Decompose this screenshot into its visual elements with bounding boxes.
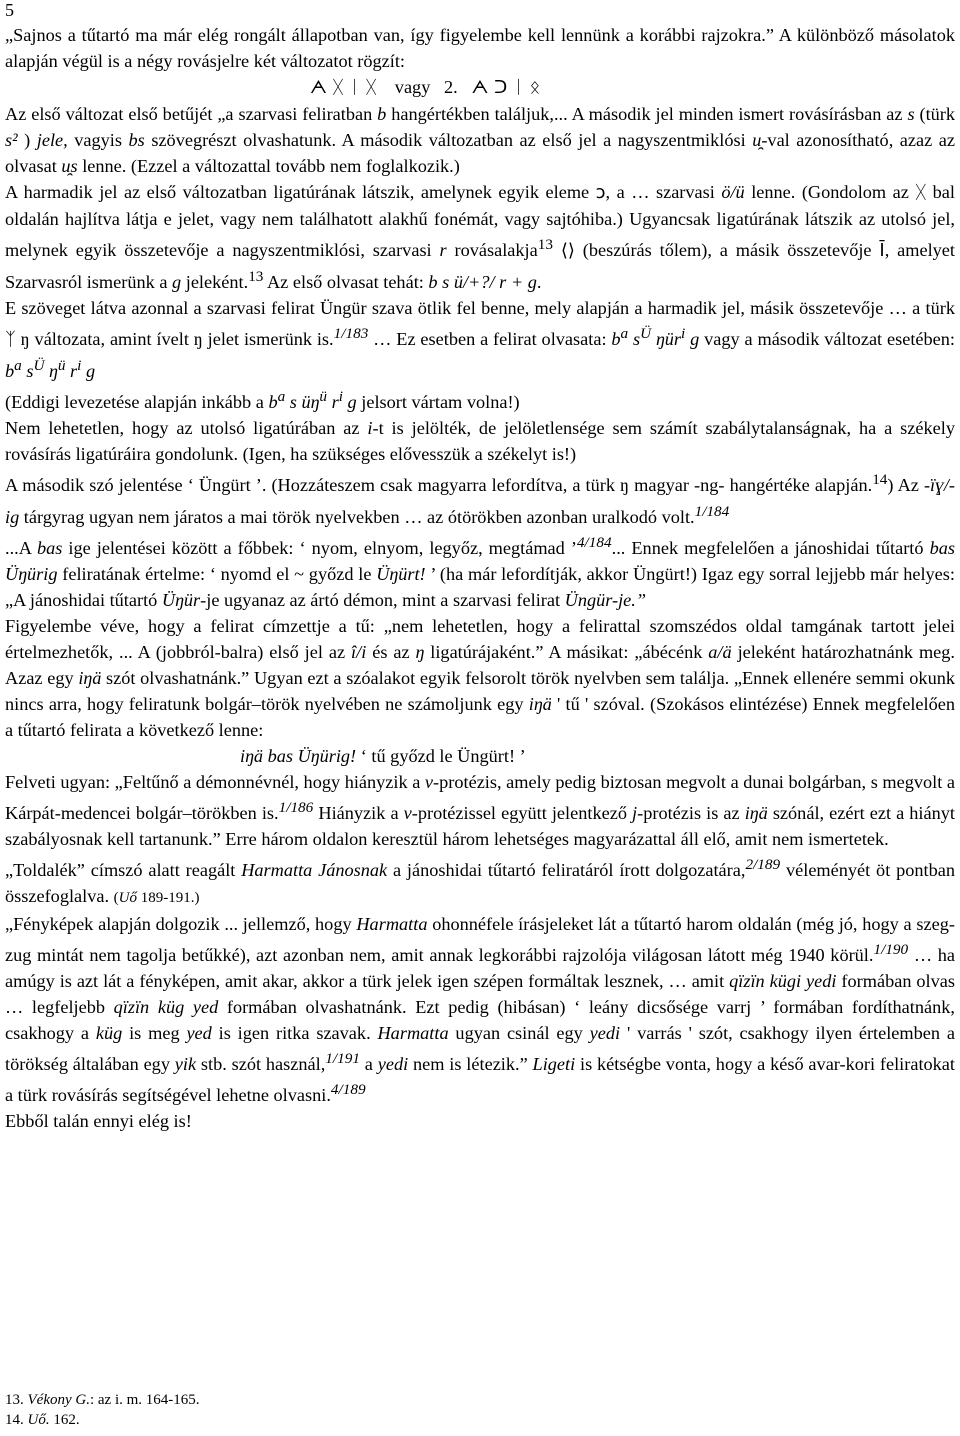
paragraph-first-variant: Az első változat első betűjét „a szarvasi feliratban b hangértékben találjuk,... A második jel minden ismert rovásírásban az s (türk s² ) jele, vagyis bs szövegrészt olvashatunk. A második változatban az első jel a nagyszentmiklósi u̯-val azonosítható, azaz az olvasat u̯s lenne. (Ezzel a változattal tovább nem foglalkozik.): [5, 104, 956, 176]
paragraph-third-sign: A harmadik jel az első változatban ligatúrának látszik, amelynek egyik eleme ↄ, a … szarvasi ö/ü lenne. (Gondolom az ᚷ bal oldalán hajlítva látja e jelet, vagy nem találhatott alakhű fonémát, vagy sajtóhiba.) Ugyancsak ligatúrának látszik az utolsó jel, melynek egyik összetevője a nagyszentmiklósi, szarvasi r rovásalakja$^{13}$ ⟨⟩ (beszúrás tőlem), a másik összetevője Ī, amelyet Szarvasról ismerünk a g jeleként.$^{13}$ Az első olvasat tehát: b s ü/+?/ r + g.: [5, 182, 955, 293]
rune-variants: ᗅ ᚷ ᛁ ᚷ vagy 2. ᗅ ᑐ ᛁ ᛟ: [310, 77, 541, 98]
main-text: [5, 22, 955, 1134]
paragraph-prothesis: Felveti ugyan: „Feltűnő a démonnévnél, hogy hiányzik a v-protézis, amely pedig biztosan megvolt a dunai bolgárban, s megvolt a Kárpát-medencei bolgár–törökben is.$^{1/186}$ Hiányzik a v-protézissel együtt jelentkező j-protézis is az iŋä szónál, ezért ezt a hiányt szabályosnak kell tartanunk.” Erre három oldalon keresztül három lehetséges magyarázattal áll elő, amit nem ismertetek.: [5, 771, 955, 849]
paragraph-photos: „Fényképek alapján dolgozik ... jellemző, hogy Harmatta ohonnéfele írásjeleket lát a tűtartó harom oldalán (még jó, hogy a szeg-zug mintát nem tagolja betűkké), azt azonban nem, amit annak legkorábbi rajzolója világosan látott még 1940 körül.$^{1/190}$ … ha amúgy is azt lát a fényképen, amit akar, akkor a türk jelek igen szépen formáltak lesznek, … amit qïzïn kügi yedi formában olvas … legfeljebb qïzïn küg yed formában olvashatnánk. Ezt pedig (hibásan) ‘ leány dicsősége varrj ’ formában fordíthatnánk, csakhogy a küg is meg yed is igen ritka szavak. Harmatta ugyan csinál egy yedi ' varrás ' szót, csakhogy ilyen értelemben a törökség általában egy yik stb. szót használ,$^{1/191}$ a yedi nem is létezik.” Ligeti is kétségbe vonta, hogy a késő avar-kori feliratokat a türk rovásírás segítségével lehetne olvasni.$^{4/189}$: [5, 913, 955, 1106]
paragraph-inscription: iŋä bas Üŋürig! ‘ tű győzd le Üngürt! ’: [240, 745, 526, 766]
paragraph-toldalek: „Toldalék” címszó alatt reagált Harmatta Jánosnak a jánoshidai tűtartó feliratáról írott dolgozatára,$^{2/189}$ véleményét öt pontban összefoglalva. (Uő 189-191.): [5, 855, 955, 906]
paragraph-ungur: E szöveget látva azonnal a szarvasi felirat Üngür szava ötlik fel benne, mely alapján a harmadik jel, másik összetevője … a türk ᛉ ŋ változata, amint ívelt ŋ jelet ismerünk is.$^{1/183}$ … Ez esetben a felirat olvasata: $b^a$ $s^Ü$ ŋür$^i$ g vagy a második változat esetében: $b^a$ $s^Ü$ $ŋ^ü$ $r^i$ g: [5, 298, 955, 382]
page-number: 5: [5, 0, 14, 20]
paragraph-expected: (Eddigi levezetése alapján inkább a $b^a$ s $üŋ^ü$ $r^i$ g jelsort vártam volna!): [5, 388, 520, 413]
paragraph-bas: ...A bas ige jelentései között a főbbek: ‘ nyom, elnyom, legyőz, megtámad ’$^{4/184}$... Ennek megfelelően a jánoshidai tűtartó bas Üŋürig feliratának értelme: ‘ nyomd el ~ győzd le Üŋürt! ’ (ha már lefordítják, akkor Üngürt!) Igaz egy sorral lejjebb már helyes: „A jánoshidai tűtartó Üŋür-je ugyanaz az ártó démon, mint a szarvasi felirat Üngür-je.”: [5, 533, 955, 610]
footnote-13: 13. Vékony G.: az i. m. 164-165.: [5, 1392, 200, 1408]
footnotes: [5, 1390, 200, 1430]
paragraph-intro: „Sajnos a tűtartó ma már elég rongált állapotban van, így figyelembe kell lennünk a korábbi rajzokra.” A különböző másolatok alapján végül is a négy rovásjelre két változatot rögzít:: [5, 25, 955, 71]
paragraph-addressee: Figyelembe véve, hogy a felirat címzettje a tű: „nem lehetetlen, hogy a felirattal szomszédos oldal tamgának tartott jelei értelmezhetők, ... A (jobbról-balra) első jel az î/i és az ŋ ligatúrájaként.” A másikat: „ábécénk a/ä jeleként határozhatnánk meg. Azaz egy iŋä szót olvashatnánk.” Ugyan ezt a szóalakot egyik felsorolt török nyelvben sem találja. „Ennek ellenére semmi okunk nincs arra, hogy feliratunk bolgár–török nyelvében ne számoljunk egy iŋä ' tű ' szóval. (Szokásos elintézése) Ennek megfelelően a tűtartó felirata a következő lenne:: [5, 615, 955, 740]
paragraph-ligature: Nem lehetetlen, hogy az utolsó ligatúrában az i-t is jelölték, de jelöletlensége sem számít szabálytalanságnak, ha a székely rovásírás ligatúráira gondolunk. (Igen, ha szükséges elővesszük a székelyt is!): [5, 418, 955, 465]
footnote-14: 14. Uő. 162.: [5, 1412, 80, 1428]
rune-variant-1: ᗅ ᚷ ᛁ ᚷ: [310, 77, 377, 98]
paragraph-second-word: A második szó jelentése ‘ Üngürt ’. (Hozzáteszem csak magyarra lefordítva, a türk ŋ magyar -ng- hangértéke alapján.$^{14}$) Az -ïɣ/-ig tárgyrag ugyan nem járatos a mai török nyelvekben … az ótörökben azonban uralkodó volt.$^{1/184}$: [5, 471, 955, 527]
rune-variant-2: ᗅ ᑐ ᛁ ᛟ: [471, 77, 541, 98]
paragraph-closing: Ebből talán ennyi elég is!: [5, 1111, 192, 1132]
